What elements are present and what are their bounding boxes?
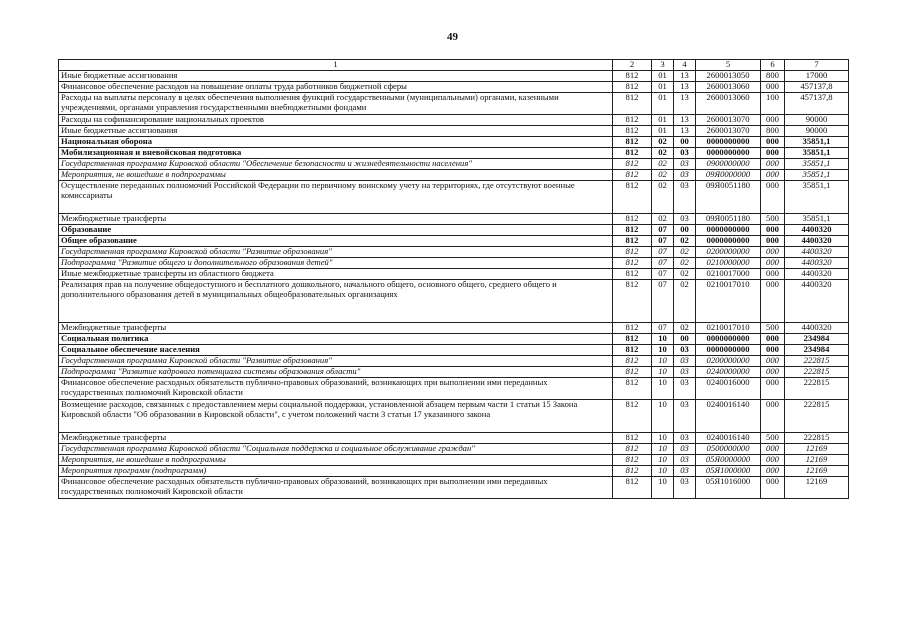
subsection-code-cell: 13 (674, 71, 696, 82)
section-code-cell: 10 (652, 334, 674, 345)
target-article-cell: 05Я1000000 (696, 466, 761, 477)
admin-code-cell: 812 (613, 323, 652, 334)
item-name-cell: Государственная программа Кировской области "Развитие образования" (59, 247, 613, 258)
admin-code-cell: 812 (613, 400, 652, 433)
admin-code-cell: 812 (613, 269, 652, 280)
expense-type-cell: 000 (761, 236, 785, 247)
expense-type-cell: 000 (761, 258, 785, 269)
subsection-code-cell: 02 (674, 247, 696, 258)
header-cell-2: 2 (613, 60, 652, 71)
subsection-code-cell: 03 (674, 214, 696, 225)
item-name-cell: Иные межбюджетные трансферты из областного бюджета (59, 269, 613, 280)
target-article-cell: 0000000000 (696, 148, 761, 159)
section-code-cell: 10 (652, 356, 674, 367)
table-row (59, 126, 849, 137)
admin-code-cell: 812 (613, 444, 652, 455)
admin-code-cell: 812 (613, 71, 652, 82)
section-code-cell: 02 (652, 159, 674, 170)
table-row (59, 367, 849, 378)
target-article-cell: 0210017010 (696, 280, 761, 323)
section-code-cell: 10 (652, 400, 674, 433)
section-code-cell: 07 (652, 258, 674, 269)
admin-code-cell: 812 (613, 247, 652, 258)
admin-code-cell: 812 (613, 334, 652, 345)
subsection-code-cell: 02 (674, 258, 696, 269)
expense-type-cell: 000 (761, 345, 785, 356)
amount-cell: 222815 (785, 367, 849, 378)
table-row (59, 82, 849, 93)
item-name-cell: Мероприятия программ (подпрограмм) (59, 466, 613, 477)
target-article-cell: 05Я0000000 (696, 455, 761, 466)
subsection-code-cell: 03 (674, 356, 696, 367)
header-cell-4: 4 (674, 60, 696, 71)
target-article-cell: 0240016140 (696, 433, 761, 444)
item-name-cell: Государственная программа Кировской области "Обеспечение безопасности и жизнедеятельности населения" (59, 159, 613, 170)
amount-cell: 234984 (785, 345, 849, 356)
section-code-cell: 07 (652, 323, 674, 334)
amount-cell: 35851,1 (785, 170, 849, 181)
header-row (59, 60, 849, 71)
table-row (59, 148, 849, 159)
target-article-cell: 2600013050 (696, 71, 761, 82)
expense-type-cell: 100 (761, 93, 785, 115)
item-name-cell: Подпрограмма "Развитие общего и дополнительного образования детей" (59, 258, 613, 269)
subsection-code-cell: 03 (674, 400, 696, 433)
expense-type-cell: 000 (761, 225, 785, 236)
section-code-cell: 02 (652, 214, 674, 225)
target-article-cell: 0900000000 (696, 159, 761, 170)
admin-code-cell: 812 (613, 378, 652, 400)
table-row (59, 345, 849, 356)
subsection-code-cell: 03 (674, 345, 696, 356)
admin-code-cell: 812 (613, 170, 652, 181)
admin-code-cell: 812 (613, 225, 652, 236)
expense-type-cell: 000 (761, 378, 785, 400)
table-row (59, 181, 849, 214)
target-article-cell: 05Я1016000 (696, 477, 761, 499)
section-code-cell: 01 (652, 93, 674, 115)
table-row (59, 378, 849, 400)
amount-cell: 4400320 (785, 280, 849, 323)
section-code-cell: 02 (652, 137, 674, 148)
subsection-code-cell: 03 (674, 367, 696, 378)
target-article-cell: 2600013070 (696, 115, 761, 126)
table-row (59, 444, 849, 455)
subsection-code-cell: 00 (674, 137, 696, 148)
amount-cell: 35851,1 (785, 181, 849, 214)
header-cell-6: 6 (761, 60, 785, 71)
section-code-cell: 07 (652, 247, 674, 258)
header-cell-5: 5 (696, 60, 761, 71)
table-row (59, 137, 849, 148)
item-name-cell: Национальная оборона (59, 137, 613, 148)
subsection-code-cell: 00 (674, 225, 696, 236)
amount-cell: 457137,8 (785, 93, 849, 115)
subsection-code-cell: 03 (674, 181, 696, 214)
subsection-code-cell: 02 (674, 323, 696, 334)
expense-type-cell: 000 (761, 181, 785, 214)
expense-type-cell: 000 (761, 280, 785, 323)
expense-type-cell: 000 (761, 170, 785, 181)
admin-code-cell: 812 (613, 126, 652, 137)
target-article-cell: 0240016140 (696, 400, 761, 433)
admin-code-cell: 812 (613, 433, 652, 444)
section-code-cell: 01 (652, 115, 674, 126)
amount-cell: 12169 (785, 444, 849, 455)
item-name-cell: Общее образование (59, 236, 613, 247)
expense-type-cell: 800 (761, 71, 785, 82)
subsection-code-cell: 02 (674, 280, 696, 323)
section-code-cell: 10 (652, 444, 674, 455)
item-name-cell: Иные бюджетные ассигнования (59, 71, 613, 82)
admin-code-cell: 812 (613, 148, 652, 159)
section-code-cell: 10 (652, 367, 674, 378)
admin-code-cell: 812 (613, 345, 652, 356)
amount-cell: 90000 (785, 126, 849, 137)
table-row (59, 247, 849, 258)
expense-type-cell: 000 (761, 367, 785, 378)
admin-code-cell: 812 (613, 214, 652, 225)
expense-type-cell: 800 (761, 126, 785, 137)
item-name-cell: Социальное обеспечение населения (59, 345, 613, 356)
subsection-code-cell: 03 (674, 444, 696, 455)
subsection-code-cell: 03 (674, 477, 696, 499)
target-article-cell: 0000000000 (696, 137, 761, 148)
amount-cell: 12169 (785, 477, 849, 499)
table-body (59, 71, 849, 499)
target-article-cell: 09Я0051180 (696, 181, 761, 214)
expense-type-cell: 000 (761, 137, 785, 148)
table-row (59, 323, 849, 334)
table-row (59, 356, 849, 367)
target-article-cell: 0210017010 (696, 323, 761, 334)
subsection-code-cell: 02 (674, 269, 696, 280)
table-row (59, 225, 849, 236)
subsection-code-cell: 03 (674, 170, 696, 181)
item-name-cell: Реализация прав на получение общедоступного и бесплатного дошкольного, начального общего, основного общего, среднего общего и дополнительного образования детей в муниципальных общеобразовательных организациях (59, 280, 613, 323)
expense-type-cell: 000 (761, 455, 785, 466)
amount-cell: 4400320 (785, 258, 849, 269)
expense-type-cell: 000 (761, 159, 785, 170)
item-name-cell: Межбюджетные трансферты (59, 433, 613, 444)
admin-code-cell: 812 (613, 367, 652, 378)
subsection-code-cell: 03 (674, 378, 696, 400)
item-name-cell: Осуществление переданных полномочий Российской Федерации по первичному воинскому учету на территориях, где отсутствуют военные комиссариаты (59, 181, 613, 214)
target-article-cell: 0000000000 (696, 225, 761, 236)
section-code-cell: 02 (652, 181, 674, 214)
admin-code-cell: 812 (613, 115, 652, 126)
admin-code-cell: 812 (613, 137, 652, 148)
amount-cell: 12169 (785, 455, 849, 466)
table-row (59, 433, 849, 444)
expense-type-cell: 000 (761, 444, 785, 455)
table-row (59, 71, 849, 82)
target-article-cell: 0240000000 (696, 367, 761, 378)
subsection-code-cell: 02 (674, 236, 696, 247)
section-code-cell: 10 (652, 345, 674, 356)
amount-cell: 17000 (785, 71, 849, 82)
admin-code-cell: 812 (613, 356, 652, 367)
admin-code-cell: 812 (613, 93, 652, 115)
item-name-cell: Расходы на софинансирование национальных проектов (59, 115, 613, 126)
amount-cell: 4400320 (785, 247, 849, 258)
item-name-cell: Финансовое обеспечение расходов на повышение оплаты труда работников бюджетной сферы (59, 82, 613, 93)
section-code-cell: 01 (652, 71, 674, 82)
target-article-cell: 2600013060 (696, 93, 761, 115)
admin-code-cell: 812 (613, 159, 652, 170)
table-row (59, 280, 849, 323)
expense-type-cell: 000 (761, 334, 785, 345)
expense-type-cell: 000 (761, 115, 785, 126)
subsection-code-cell: 13 (674, 126, 696, 137)
table-row (59, 400, 849, 433)
admin-code-cell: 812 (613, 236, 652, 247)
amount-cell: 4400320 (785, 323, 849, 334)
target-article-cell: 0210000000 (696, 258, 761, 269)
amount-cell: 457137,8 (785, 82, 849, 93)
subsection-code-cell: 03 (674, 455, 696, 466)
item-name-cell: Финансовое обеспечение расходных обязательств публично-правовых образований, возникающих при выполнении ими переданных государственных полномочий Кировской области (59, 477, 613, 499)
section-code-cell: 02 (652, 170, 674, 181)
target-article-cell: 0500000000 (696, 444, 761, 455)
section-code-cell: 07 (652, 269, 674, 280)
amount-cell: 35851,1 (785, 214, 849, 225)
target-article-cell: 0000000000 (696, 334, 761, 345)
subsection-code-cell: 00 (674, 334, 696, 345)
expense-type-cell: 000 (761, 269, 785, 280)
subsection-code-cell: 13 (674, 82, 696, 93)
subsection-code-cell: 03 (674, 148, 696, 159)
section-code-cell: 07 (652, 236, 674, 247)
header-cell-3: 3 (652, 60, 674, 71)
admin-code-cell: 812 (613, 82, 652, 93)
target-article-cell: 0200000000 (696, 356, 761, 367)
amount-cell: 234984 (785, 334, 849, 345)
amount-cell: 222815 (785, 400, 849, 433)
item-name-cell: Государственная программа Кировской области "Социальная поддержка и социальное обслуживание граждан" (59, 444, 613, 455)
item-name-cell: Иные бюджетные ассигнования (59, 126, 613, 137)
amount-cell: 12169 (785, 466, 849, 477)
section-code-cell: 10 (652, 378, 674, 400)
item-name-cell: Межбюджетные трансферты (59, 214, 613, 225)
header-cell-7: 7 (785, 60, 849, 71)
table-row (59, 466, 849, 477)
table-row (59, 214, 849, 225)
amount-cell: 35851,1 (785, 137, 849, 148)
item-name-cell: Государственная программа Кировской области "Развитие образования" (59, 356, 613, 367)
table-row (59, 477, 849, 499)
item-name-cell: Возмещение расходов, связанных с предоставлением меры социальной поддержки, установленной абзацем первым части 1 статьи 15 Закона Кировской области "Об образовании в Кировской области", с учетом положений части 3 статьи 17 указанного закона (59, 400, 613, 433)
expense-type-cell: 000 (761, 400, 785, 433)
expense-type-cell: 000 (761, 148, 785, 159)
item-name-cell: Мероприятия, не вошедшие в подпрограммы (59, 455, 613, 466)
section-code-cell: 01 (652, 126, 674, 137)
item-name-cell: Расходы на выплаты персоналу в целях обеспечения выполнения функций государственными (муниципальными) органами, казенными учреждениями, органами управления государственными внебюджетными фондами (59, 93, 613, 115)
amount-cell: 4400320 (785, 236, 849, 247)
expense-type-cell: 000 (761, 82, 785, 93)
item-name-cell: Мероприятия, не вошедшие в подпрограммы (59, 170, 613, 181)
table-row (59, 93, 849, 115)
admin-code-cell: 812 (613, 477, 652, 499)
table-row (59, 455, 849, 466)
item-name-cell: Межбюджетные трансферты (59, 323, 613, 334)
target-article-cell: 0000000000 (696, 236, 761, 247)
table-row (59, 170, 849, 181)
target-article-cell: 09Я0000000 (696, 170, 761, 181)
section-code-cell: 10 (652, 455, 674, 466)
subsection-code-cell: 03 (674, 466, 696, 477)
admin-code-cell: 812 (613, 280, 652, 323)
amount-cell: 222815 (785, 356, 849, 367)
amount-cell: 35851,1 (785, 159, 849, 170)
amount-cell: 35851,1 (785, 148, 849, 159)
admin-code-cell: 812 (613, 181, 652, 214)
expense-type-cell: 000 (761, 356, 785, 367)
table-row (59, 334, 849, 345)
table-row (59, 159, 849, 170)
section-code-cell: 10 (652, 466, 674, 477)
target-article-cell: 0200000000 (696, 247, 761, 258)
section-code-cell: 01 (652, 82, 674, 93)
item-name-cell: Мобилизационная и вневойсковая подготовка (59, 148, 613, 159)
amount-cell: 222815 (785, 378, 849, 400)
target-article-cell: 0000000000 (696, 345, 761, 356)
item-name-cell: Образование (59, 225, 613, 236)
budget-table (58, 59, 849, 499)
target-article-cell: 0210017000 (696, 269, 761, 280)
section-code-cell: 07 (652, 280, 674, 323)
target-article-cell: 2600013060 (696, 82, 761, 93)
section-code-cell: 02 (652, 148, 674, 159)
subsection-code-cell: 03 (674, 159, 696, 170)
table-row (59, 258, 849, 269)
item-name-cell: Социальная политика (59, 334, 613, 345)
expense-type-cell: 000 (761, 466, 785, 477)
expense-type-cell: 500 (761, 433, 785, 444)
page-number: 49 (447, 31, 458, 43)
expense-type-cell: 500 (761, 323, 785, 334)
expense-type-cell: 000 (761, 477, 785, 499)
table-row (59, 269, 849, 280)
section-code-cell: 10 (652, 433, 674, 444)
expense-type-cell: 500 (761, 214, 785, 225)
amount-cell: 90000 (785, 115, 849, 126)
admin-code-cell: 812 (613, 466, 652, 477)
target-article-cell: 0240016000 (696, 378, 761, 400)
item-name-cell: Подпрограмма "Развитие кадрового потенциала системы образования области" (59, 367, 613, 378)
section-code-cell: 07 (652, 225, 674, 236)
table-row (59, 236, 849, 247)
item-name-cell: Финансовое обеспечение расходных обязательств публично-правовых образований, возникающих при выполнении ими переданных государственных полномочий Кировской области (59, 378, 613, 400)
amount-cell: 222815 (785, 433, 849, 444)
expense-type-cell: 000 (761, 247, 785, 258)
header-cell-1: 1 (59, 60, 613, 71)
subsection-code-cell: 13 (674, 93, 696, 115)
subsection-code-cell: 13 (674, 115, 696, 126)
table-row (59, 115, 849, 126)
admin-code-cell: 812 (613, 258, 652, 269)
subsection-code-cell: 03 (674, 433, 696, 444)
target-article-cell: 2600013070 (696, 126, 761, 137)
admin-code-cell: 812 (613, 455, 652, 466)
section-code-cell: 10 (652, 477, 674, 499)
amount-cell: 4400320 (785, 225, 849, 236)
amount-cell: 4400320 (785, 269, 849, 280)
target-article-cell: 09Я0051180 (696, 214, 761, 225)
